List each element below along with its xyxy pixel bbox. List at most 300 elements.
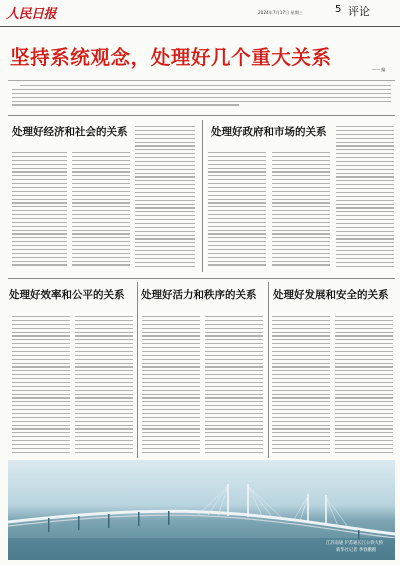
text-line [336,207,394,208]
text-line [208,191,266,192]
text-line [142,386,200,387]
text-line [272,347,330,348]
text-line [336,184,394,185]
text-line [12,218,67,219]
article-body [208,152,266,270]
text-line [12,253,67,254]
text-line [335,351,393,352]
text-line [135,134,195,135]
text-line [205,351,263,352]
text-line [336,242,394,243]
text-line [205,413,263,414]
text-line [335,335,393,336]
text-line [272,428,330,429]
text-line [272,448,330,449]
text-line [272,382,330,383]
text-line [75,405,133,406]
text-line [12,89,391,90]
text-line [12,413,70,414]
text-line [72,191,130,192]
column-divider [268,282,269,458]
text-line [205,324,263,325]
text-line [336,215,394,216]
text-line [135,242,195,243]
text-line [72,261,130,262]
text-line [335,394,393,395]
text-line [75,378,133,379]
text-line [272,332,330,333]
text-line [135,196,195,197]
text-line [72,168,130,169]
text-line [142,444,200,445]
text-line [135,227,195,228]
text-line [272,152,330,153]
text-line [208,230,266,231]
text-line [75,401,133,402]
text-line [335,328,393,329]
text-line [72,222,130,223]
text-line [72,210,130,211]
text-line [272,390,330,391]
text-line [335,432,393,433]
text-line [335,339,393,340]
text-line [336,145,394,146]
text-line [336,134,394,135]
text-line [272,421,330,422]
text-line [12,195,67,196]
text-line [12,382,70,383]
text-line [142,351,200,352]
text-line [12,370,70,371]
text-line [272,195,330,196]
text-line [272,343,330,344]
text-line [12,101,391,102]
text-line [272,168,330,169]
text-line [272,440,330,441]
text-line [336,157,394,158]
text-line [208,218,266,219]
text-line [335,421,393,422]
text-line [75,425,133,426]
text-line [272,179,330,180]
text-line [272,444,330,445]
text-line [335,452,393,453]
text-line [72,164,130,165]
text-line [12,199,67,200]
text-line [335,448,393,449]
text-line [272,417,330,418]
text-line [142,397,200,398]
text-line [336,227,394,228]
text-line [12,230,67,231]
text-line [205,382,263,383]
text-line [272,328,330,329]
text-line [272,316,330,317]
text-line [135,153,195,154]
text-line [12,97,391,98]
text-line [75,432,133,433]
text-line [12,202,67,203]
text-line [75,370,133,371]
text-line [142,328,200,329]
text-line [12,164,67,165]
text-line [142,425,200,426]
text-line [208,160,266,161]
text-line [272,206,330,207]
text-line [272,359,330,360]
text-line [272,386,330,387]
text-line [272,355,330,356]
text-line [75,409,133,410]
text-line [12,363,70,364]
article-body [205,316,263,456]
text-line [75,324,133,325]
text-line [135,266,195,267]
text-line [336,196,394,197]
text-line [335,386,393,387]
text-line [272,413,330,414]
text-line [72,257,130,258]
text-line [72,206,130,207]
text-line [272,378,330,379]
text-line [12,351,70,352]
text-line [272,175,330,176]
text-line [335,390,393,391]
text-line [272,257,330,258]
text-line [205,320,263,321]
text-line [75,343,133,344]
text-line [142,339,200,340]
text-line [12,168,67,169]
text-line [135,238,195,239]
text-line [205,452,263,453]
text-line [142,394,200,395]
text-line [208,171,266,172]
text-line [272,374,330,375]
text-line [336,258,394,259]
text-line [72,241,130,242]
text-line [208,164,266,165]
text-line [205,386,263,387]
text-line [205,444,263,445]
text-line [135,145,195,146]
text-line [205,436,263,437]
text-line [135,219,195,220]
text-line [72,249,130,250]
text-line [12,156,67,157]
text-line [135,235,195,236]
article-title: 处理好经济和社会的关系 [12,126,128,138]
text-line [12,187,67,188]
text-line [12,324,70,325]
text-line [72,199,130,200]
text-line [75,355,133,356]
text-line [142,440,200,441]
text-line [12,425,70,426]
text-line [335,370,393,371]
text-line [335,428,393,429]
text-line [272,160,330,161]
text-line [72,230,130,231]
text-line [142,316,200,317]
text-line [12,175,67,176]
text-line [272,320,330,321]
text-line [142,332,200,333]
text-line [75,332,133,333]
text-line [12,264,67,265]
text-line [135,157,195,158]
text-line [335,409,393,410]
text-line [72,171,130,172]
text-line [12,257,67,258]
lede-paragraph [8,80,395,116]
text-line [208,241,266,242]
text-line [272,432,330,433]
article-body [336,126,394,270]
text-line [142,382,200,383]
text-line [12,347,70,348]
text-line [12,448,70,449]
column-divider [202,120,203,272]
text-line [205,401,263,402]
text-line [205,343,263,344]
article-body [135,126,195,270]
text-line [205,335,263,336]
text-line [75,374,133,375]
text-line [272,164,330,165]
text-line [12,214,67,215]
text-line [336,250,394,251]
text-line [336,176,394,177]
text-line [142,448,200,449]
text-line [336,223,394,224]
text-line [272,409,330,410]
text-line [72,202,130,203]
text-line [135,188,195,189]
text-line [12,390,70,391]
text-line [208,199,266,200]
text-line [208,253,266,254]
text-line [205,428,263,429]
text-line [335,382,393,383]
text-line [142,452,200,453]
text-line [142,324,200,325]
text-line [336,200,394,201]
text-line [12,405,70,406]
text-line [135,250,195,251]
text-line [12,171,67,172]
text-line [75,397,133,398]
text-line [336,246,394,247]
text-line [135,126,195,127]
text-line [208,187,266,188]
text-line [72,156,130,157]
text-line [272,237,330,238]
text-line [208,168,266,169]
text-line [135,231,195,232]
text-line [72,187,130,188]
text-line [75,444,133,445]
text-line [72,264,130,265]
text-line [272,436,330,437]
text-line [135,180,195,181]
text-line [135,169,195,170]
text-line [208,257,266,258]
text-line [12,378,70,379]
text-line [205,366,263,367]
text-line [72,245,130,246]
text-line [142,335,200,336]
text-line [208,156,266,157]
text-line [335,436,393,437]
text-line [335,417,393,418]
text-line [272,202,330,203]
text-line [335,413,393,414]
text-line [135,207,195,208]
text-line [12,152,67,153]
text-line [335,366,393,367]
text-line [75,386,133,387]
text-line [75,363,133,364]
text-line [272,171,330,172]
text-line [135,176,195,177]
text-line [12,160,67,161]
text-line [272,191,330,192]
text-line [272,339,330,340]
text-line [72,253,130,254]
article-body [75,316,133,456]
text-line [336,130,394,131]
text-line [336,254,394,255]
text-line [336,126,394,127]
text-line [12,386,70,387]
text-line [72,214,130,215]
text-line [336,173,394,174]
text-line [335,332,393,333]
text-line [75,366,133,367]
article-body [72,152,130,270]
text-line [142,374,200,375]
text-line [75,390,133,391]
text-line [205,440,263,441]
text-line [135,142,195,143]
text-line [335,355,393,356]
text-line [205,363,263,364]
photo-caption: 江苏南通 沪苏通长江公铁大桥 [326,541,384,546]
text-line [142,428,200,429]
text-line [12,366,70,367]
text-line [336,219,394,220]
text-line [12,401,70,402]
text-line [205,316,263,317]
text-line [272,187,330,188]
text-line [72,195,130,196]
text-line [272,156,330,157]
text-line [12,233,67,234]
text-line [12,452,70,453]
text-line [208,233,266,234]
text-line [335,363,393,364]
text-line [12,394,70,395]
text-line [335,405,393,406]
text-line [12,245,67,246]
text-line [208,214,266,215]
text-line [72,226,130,227]
text-line [12,421,70,422]
text-line [75,339,133,340]
text-line [205,347,263,348]
section-name: 评论 [348,5,370,18]
text-line [142,436,200,437]
text-line [142,363,200,364]
article-title: 处理好活力和秩序的关系 [141,289,257,301]
text-line [205,409,263,410]
article-body [272,152,330,270]
text-line [205,378,263,379]
text-line [12,436,70,437]
text-line [205,359,263,360]
text-line [272,241,330,242]
text-line [75,394,133,395]
text-line [75,320,133,321]
text-line [12,428,70,429]
text-line [335,347,393,348]
text-line [205,425,263,426]
text-line [336,266,394,267]
text-line [208,264,266,265]
text-line [142,390,200,391]
text-line [75,359,133,360]
article-body [335,316,393,456]
text-line [336,238,394,239]
text-line [272,425,330,426]
article-title: 处理好效率和公平的关系 [9,289,125,301]
text-line [272,249,330,250]
text-line [205,394,263,395]
text-line [12,444,70,445]
text-line [336,165,394,166]
text-line [336,142,394,143]
text-line [20,85,391,86]
text-line [75,436,133,437]
text-line [75,452,133,453]
text-line [12,374,70,375]
text-line [12,320,70,321]
text-line [12,343,70,344]
text-line [135,215,195,216]
text-line [75,328,133,329]
text-line [12,440,70,441]
text-line [142,359,200,360]
text-line [12,261,67,262]
text-line [335,359,393,360]
text-line [272,214,330,215]
text-line [12,210,67,211]
text-line [135,211,195,212]
text-line [135,138,195,139]
text-line [205,417,263,418]
text-line [336,235,394,236]
text-line [336,192,394,193]
text-line [12,249,67,250]
text-line [272,366,330,367]
text-line [135,204,195,205]
text-line [208,226,266,227]
text-line [272,218,330,219]
text-line [12,397,70,398]
text-line [336,211,394,212]
text-line [12,93,391,94]
